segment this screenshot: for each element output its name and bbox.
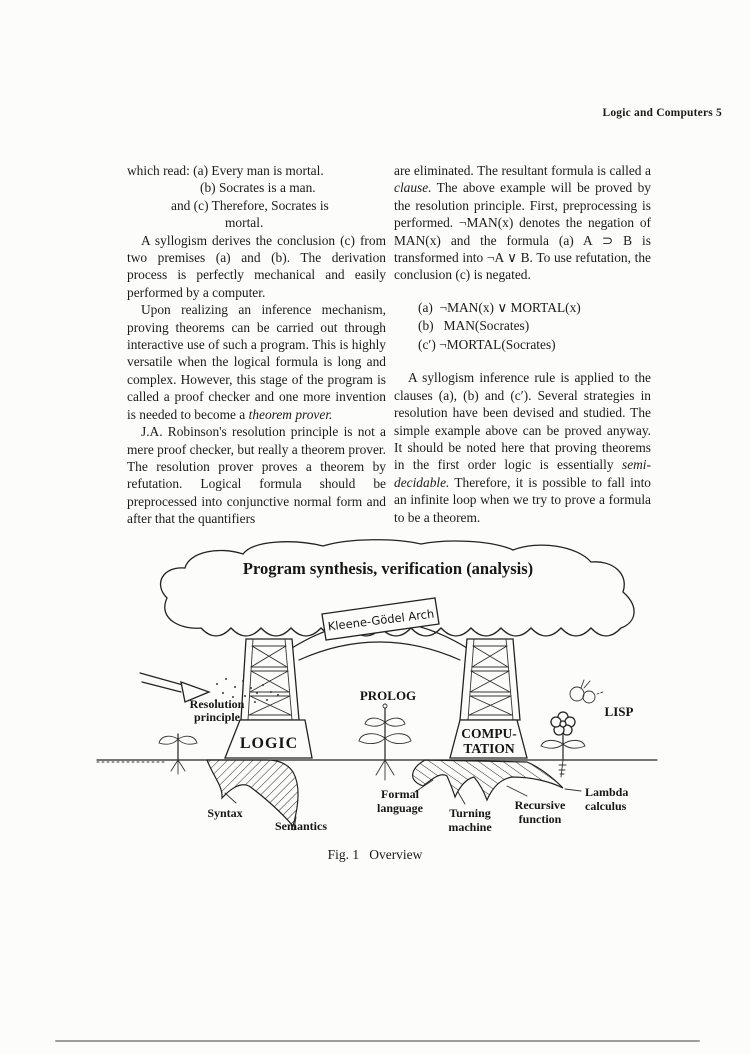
syntax-label: Syntax [207,806,243,820]
paragraph-text: A syllogism inference rule is applied to the clauses (a), (b) and (c′). Several strategies in resolution have been devised and studied. The simple example above can be proved anyway. It should be noted here that proving theorems in the first order logic is essentially [394,370,651,473]
cloud-title: Program synthesis, verification (analysis) [242,559,534,578]
resolution-principle-label-2: principle [193,710,241,724]
formal-language-label-2: language [376,801,424,815]
paragraph-text: Upon realizing an inference mechanism, proving theorems can be carried out through interactive use of such a program. This is highly versatile when the logical formula is long and complex. However, this stage of the program is called a proof checker and one more invention is needed to become a [127,302,386,422]
left-column [127,162,386,528]
turning-pointer-line [458,792,465,804]
italic-term: semi-decidable. [394,457,651,490]
paragraph-text: Therefore, it is possible to fall into an infinite loop when we try to prove a formula to be a theorem. [394,474,651,525]
lisp-label: LISP [604,704,634,719]
semantics-label: Semantics [275,819,327,833]
syntax-pointer-line [225,793,236,803]
lambda-pointer-line [565,789,581,791]
scan-edge-line [55,1040,700,1042]
pedestal-computation-label-2: TATION [463,741,515,756]
right-column [394,162,651,526]
prolog-label: PROLOG [359,688,417,703]
butterfly [570,680,603,703]
paragraph-text: The above example will be proved by the resolution principle. First, preprocessing is performed. ¬MAN(x) denotes the negation of MAN(x) and the formula (a) A ⊃ B is transformed into ¬A ∨ B. To use refutation, the conclusion (c) is negated. [394,180,651,283]
pedestal-computation-label-1: COMPU- [461,726,517,741]
lambda-calculus-label-1: Lambda [585,785,629,799]
paragraph-text: A syllogism derives the conclusion (c) from two premises (a) and (b). The derivation process is perfectly mechanical and easily performed by a computer. [127,232,386,300]
paragraph [127,232,386,302]
figure-caption: Fig. 1 Overview [327,847,423,862]
paragraph-text: are eliminated. The resultant formula is called a [394,163,651,178]
clause-line: (c′) ¬MORTAL(Socrates) [418,336,556,352]
turning-machine-label-2: machine [448,820,492,834]
recursive-function-label-2: function [518,812,562,826]
recursive-function-label-1: Recursive [514,798,566,812]
paragraph [127,301,386,423]
flower-lisp [541,712,585,777]
pedestal-logic-label: LOGIC [239,735,299,752]
resolution-principle-label-1: Resolution [189,697,245,711]
italic-term: clause. [394,180,432,196]
pillar-right-truss [460,639,520,720]
figure-overview-drawing [95,536,665,848]
sprout-resolution [159,734,197,774]
syllogism-line: and (c) Therefore, Socrates is [171,197,329,213]
paragraph [394,369,651,526]
arch-band-inner [299,642,460,660]
syllogism-block [127,162,386,232]
paragraph-text: J.A. Robinson's resolution principle is not a mere proof checker, but really a theorem prover. The resolution prover proves a theorem by refutation. Logical formula should be preprocessed into conjunctive normal form and after that the quantifiers [127,424,386,527]
clause-line: (a) ¬MAN(x) ∨ MORTAL(x) [418,299,581,315]
syllogism-line: (b) Socrates is a man. [200,180,316,196]
paragraph [127,423,386,527]
arch-banner-label: Kleene-Gödel Arch [327,606,435,634]
root-computation [413,760,563,800]
clause-line: (b) MAN(Socrates) [418,318,530,334]
running-head: Logic and Computers 5 [602,107,722,119]
plant-prolog [359,704,411,780]
formal-language-label-1: Formal [381,787,419,801]
syllogism-line: mortal. [225,215,264,231]
lambda-calculus-label-2: calculus [585,799,627,813]
paragraph [394,162,651,284]
turning-machine-label-1: Turning [449,806,491,820]
syllogism-line: which read: (a) Every man is mortal. [127,163,324,178]
pillar-left-truss [241,639,299,720]
clause-list [418,299,651,355]
italic-term: theorem prover. [248,406,333,422]
recursive-pointer-line [507,786,527,796]
figure-overview [95,536,665,848]
